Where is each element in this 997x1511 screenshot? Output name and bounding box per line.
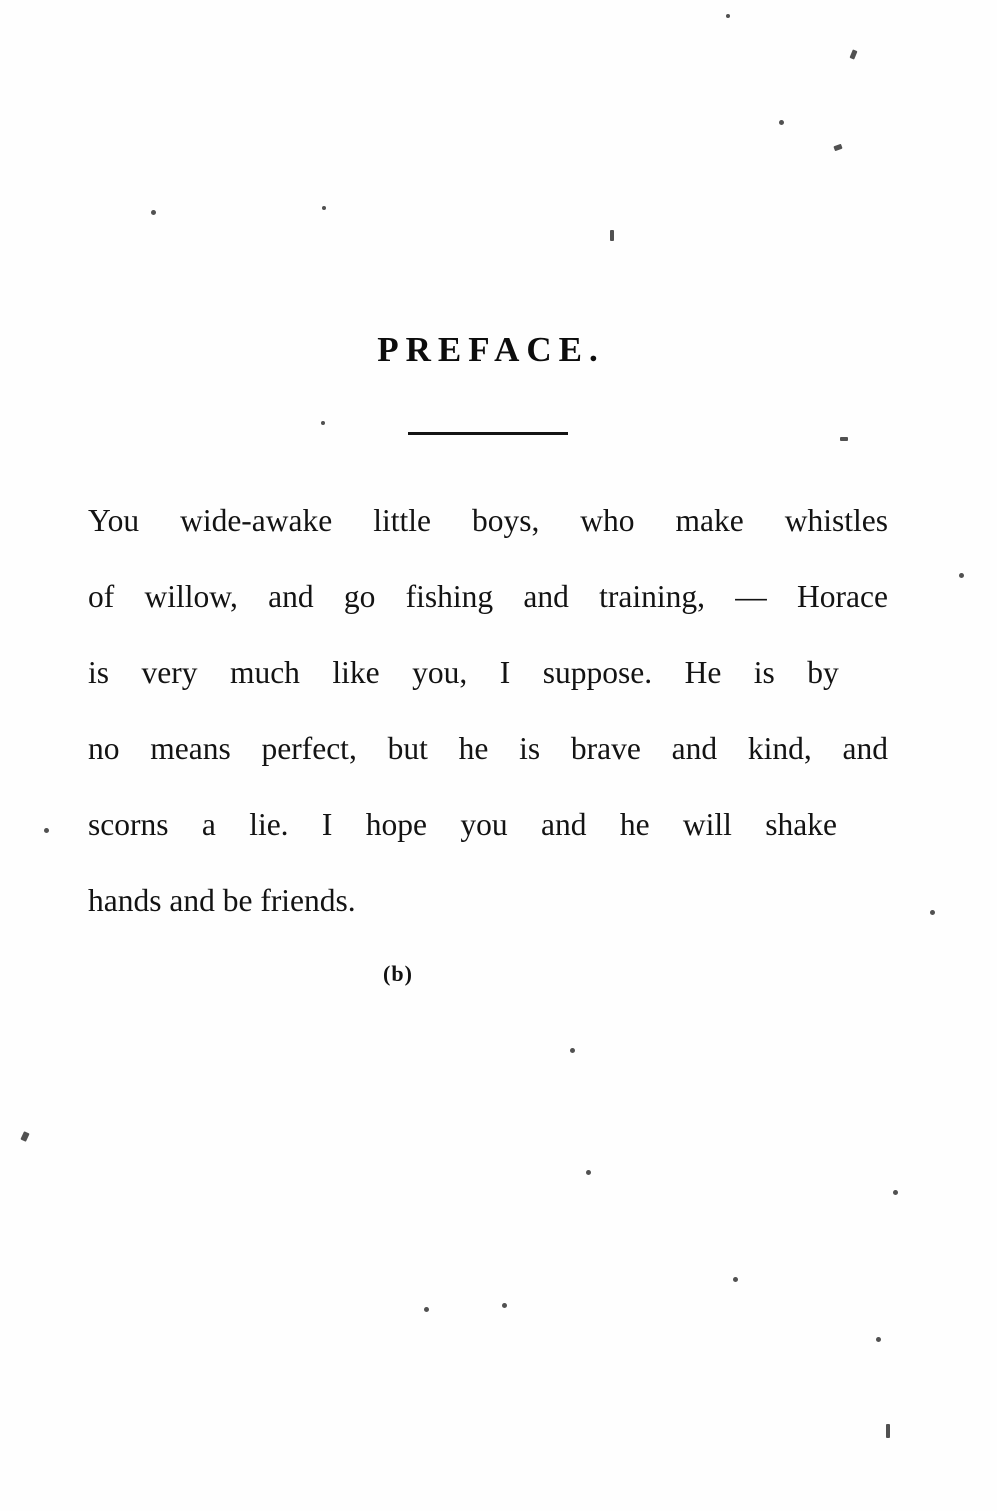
text-line-content: no means perfect, but he is brave and kind, and: [88, 731, 888, 766]
preface-paragraph: [88, 435, 888, 939]
signature-mark: (b): [383, 961, 413, 986]
text-line-content: of willow, and go fishing and training, — Horace: [88, 579, 888, 614]
scan-speck: [959, 573, 964, 578]
scan-speck: [44, 828, 49, 833]
text-line: [88, 635, 888, 711]
page-content: [88, 0, 888, 987]
text-line-content: You wide-awake little boys, who make whistles: [88, 503, 888, 538]
scan-speck: [886, 1424, 890, 1438]
text-line: [88, 559, 888, 635]
scan-speck: [893, 1190, 898, 1195]
scan-speck: [930, 910, 935, 915]
page-title: PREFACE.: [377, 330, 605, 369]
text-line-content: is very much like you, I suppose. He is by: [88, 655, 839, 690]
text-line-content: hands and be friends.: [88, 883, 356, 918]
scan-speck: [876, 1337, 881, 1342]
scan-speck: [733, 1277, 738, 1282]
scan-speck: [586, 1170, 591, 1175]
text-line-content: scorns a lie. I hope you and he will shake: [88, 807, 838, 842]
text-line: [88, 863, 888, 939]
scan-speck: [502, 1303, 507, 1308]
text-line: [88, 711, 888, 787]
scan-speck: [570, 1048, 575, 1053]
scan-speck: [424, 1307, 429, 1312]
text-line: [88, 787, 888, 863]
scan-speck: [20, 1131, 29, 1142]
text-line: [88, 483, 888, 559]
